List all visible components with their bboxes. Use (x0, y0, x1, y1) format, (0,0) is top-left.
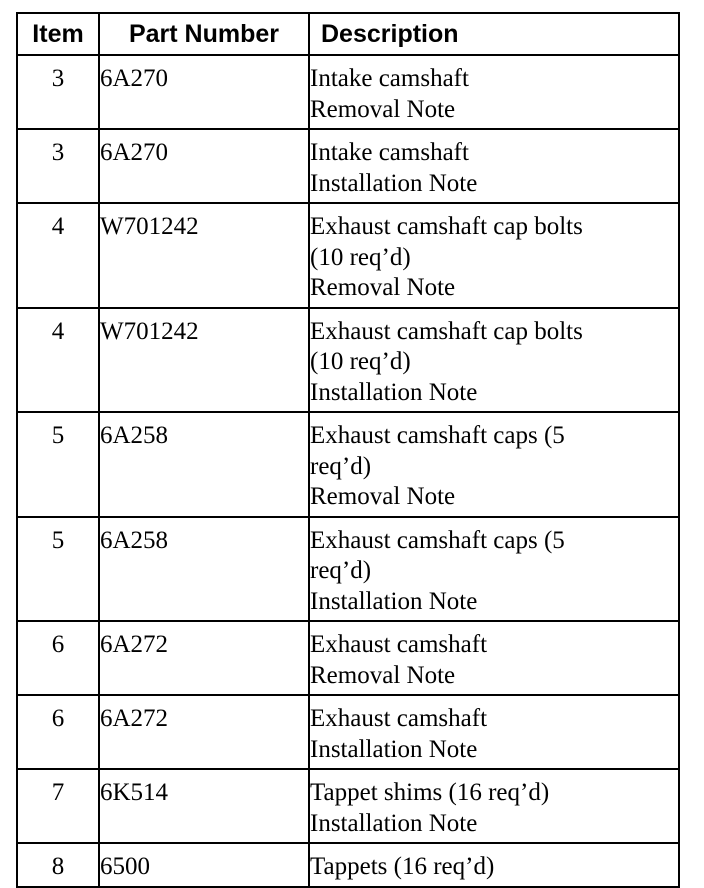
description-line: req’d) (310, 452, 372, 480)
description-line: Intake camshaft (310, 139, 469, 166)
part-number-cell: 6A258 (99, 412, 309, 517)
description-line: Tappets (16 req’d) (310, 853, 495, 880)
description-cell (309, 412, 679, 517)
description-line: Removal Note (310, 483, 456, 510)
item-cell: 4 (17, 308, 99, 413)
table-row (17, 517, 679, 622)
header-description: Description (309, 13, 679, 55)
part-number-cell: 6A270 (99, 129, 309, 203)
description-line: Removal Note (310, 95, 456, 123)
description-line: Intake camshaft (310, 65, 469, 92)
item-cell: 4 (17, 203, 99, 308)
table-row (17, 412, 679, 517)
part-number-cell: 6A258 (99, 517, 309, 622)
table-row (17, 843, 679, 887)
item-cell: 6 (17, 621, 99, 695)
description-cell (309, 769, 679, 843)
description-line: Removal Note (310, 661, 456, 689)
description-line: Tappet shims (16 req’d) (310, 779, 550, 806)
table-row (17, 308, 679, 413)
table-row (17, 129, 679, 203)
description-cell (309, 695, 679, 769)
description-line: Installation Note (310, 809, 478, 837)
item-cell: 3 (17, 129, 99, 203)
table-row (17, 769, 679, 843)
header-item: Item (17, 13, 99, 55)
item-cell: 7 (17, 769, 99, 843)
description-line: Installation Note (310, 735, 478, 763)
description-line: Exhaust camshaft cap bolts (310, 317, 583, 345)
description-cell (309, 203, 679, 308)
table-row (17, 203, 679, 308)
description-line: Installation Note (310, 378, 478, 406)
table-row (17, 55, 679, 129)
item-cell: 8 (17, 843, 99, 887)
description-line: Installation Note (310, 169, 478, 197)
description-line: Exhaust camshaft caps (5 (310, 422, 565, 449)
description-cell (309, 129, 679, 203)
description-line: (10 req’d) (310, 348, 411, 375)
description-cell (309, 843, 679, 887)
description-cell (309, 308, 679, 413)
part-number-cell: 6A272 (99, 621, 309, 695)
description-line: Installation Note (310, 587, 478, 615)
part-number-cell: 6A272 (99, 695, 309, 769)
part-number-cell: 6500 (99, 843, 309, 887)
header-part-number: Part Number (99, 13, 309, 55)
description-line: Exhaust camshaft (310, 631, 488, 658)
description-cell (309, 55, 679, 129)
description-line: (10 req’d) (310, 243, 411, 271)
parts-table (16, 12, 680, 888)
part-number-cell: 6A270 (99, 55, 309, 129)
table-header-row (17, 13, 679, 55)
part-number-cell: W701242 (99, 203, 309, 308)
item-cell: 6 (17, 695, 99, 769)
item-cell: 5 (17, 517, 99, 622)
table-row (17, 695, 679, 769)
description-line: Removal Note (310, 274, 456, 301)
table-row (17, 621, 679, 695)
description-line: Exhaust camshaft caps (5 (310, 526, 565, 554)
part-number-cell: W701242 (99, 308, 309, 413)
item-cell: 5 (17, 412, 99, 517)
description-line: Exhaust camshaft cap bolts (310, 213, 583, 240)
description-line: Exhaust camshaft (310, 705, 488, 732)
table-body (17, 55, 679, 887)
description-cell (309, 517, 679, 622)
item-cell: 3 (17, 55, 99, 129)
description-cell (309, 621, 679, 695)
part-number-cell: 6K514 (99, 769, 309, 843)
description-line: req’d) (310, 557, 372, 584)
